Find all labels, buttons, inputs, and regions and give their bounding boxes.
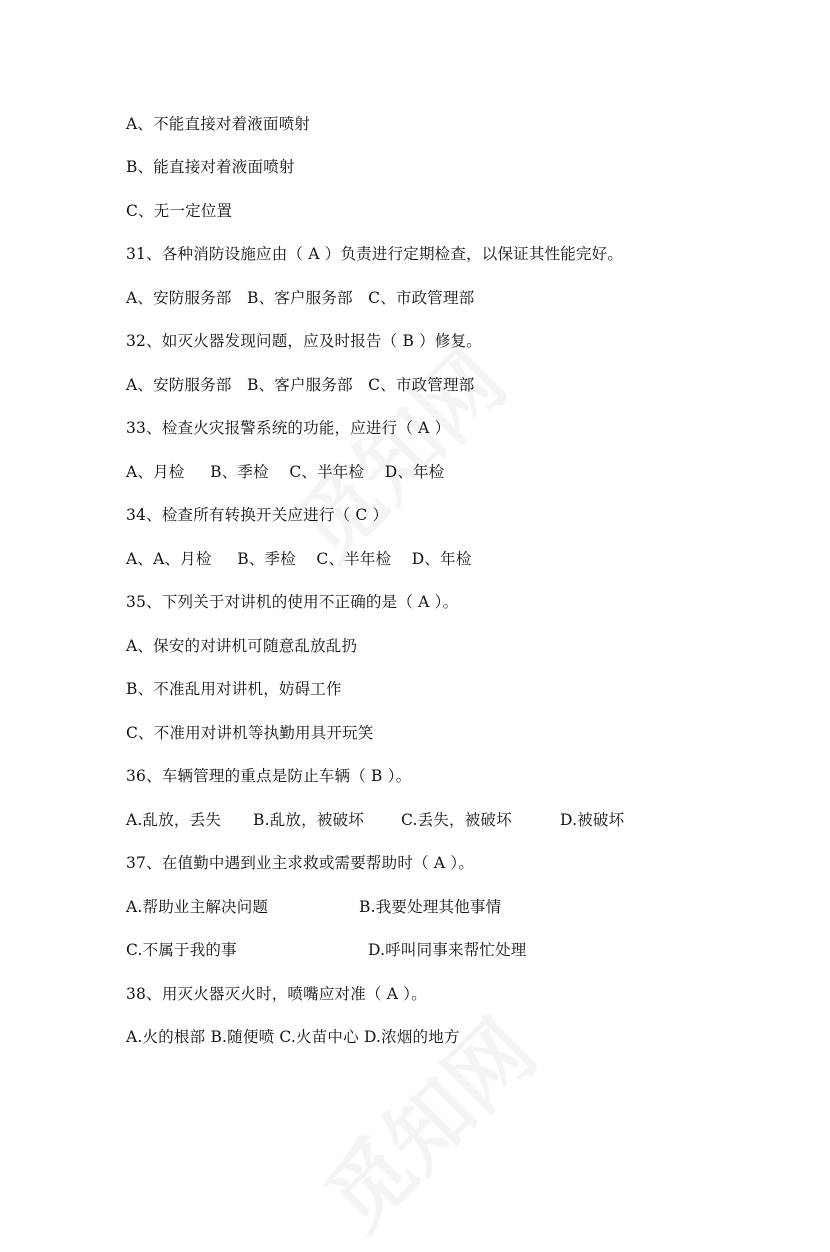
question-32: 32、如灭火器发现问题，应及时报告（ B ）修复。 bbox=[126, 332, 482, 350]
option-line: A、不能直接对着液面喷射 bbox=[126, 115, 311, 133]
question-31: 31、各种消防设施应由（ A ）负责进行定期检查，以保证其性能完好。 bbox=[126, 245, 624, 263]
question-33: 33、检查火灾报警系统的功能，应进行（ A ） bbox=[126, 419, 451, 437]
option-line: C、不准用对讲机等执勤用具开玩笑 bbox=[126, 724, 374, 742]
option-a: A.乱放，丢失 bbox=[126, 811, 222, 829]
options-34: A、A、月检 B、季检 C、半年检 D、年检 bbox=[126, 550, 472, 568]
options-38: A.火的根部 B.随便喷 C.火苗中心 D.浓烟的地方 bbox=[126, 1028, 460, 1046]
option-c: C.丢失，被破坏 bbox=[401, 811, 512, 829]
option-line: A、保安的对讲机可随意乱放乱扔 bbox=[126, 637, 358, 655]
option-d: D.被破坏 bbox=[560, 811, 625, 829]
question-38: 38、用灭火器灭火时，喷嘴应对准（ A ）。 bbox=[126, 985, 427, 1003]
option-line: C、无一定位置 bbox=[126, 202, 233, 220]
watermark-logo bbox=[264, 319, 528, 583]
question-36: 36、车辆管理的重点是防止车辆（ B ）。 bbox=[126, 767, 412, 785]
options-32: A、安防服务部 B、客户服务部 C、市政管理部 bbox=[126, 376, 475, 394]
question-34: 34、检查所有转换开关应进行（ C ） bbox=[126, 506, 389, 524]
question-37: 37、在值勤中遇到业主求救或需要帮助时（ A ）。 bbox=[126, 854, 475, 872]
question-35: 35、下列关于对讲机的使用不正确的是（ A ）。 bbox=[126, 593, 459, 611]
option-d: D.呼叫同事来帮忙处理 bbox=[368, 941, 527, 959]
option-line: B、不准乱用对讲机，妨碍工作 bbox=[126, 680, 342, 698]
options-33: A、月检 B、季检 C、半年检 D、年检 bbox=[126, 463, 445, 481]
options-31: A、安防服务部 B、客户服务部 C、市政管理部 bbox=[126, 289, 475, 307]
option-line: B、能直接对着液面喷射 bbox=[126, 158, 295, 176]
option-c: C.不属于我的事 bbox=[126, 941, 237, 959]
option-b: B.乱放，被破坏 bbox=[253, 811, 364, 829]
option-b: B.我要处理其他事情 bbox=[359, 898, 502, 916]
option-a: A.帮助业主解决问题 bbox=[126, 898, 269, 916]
